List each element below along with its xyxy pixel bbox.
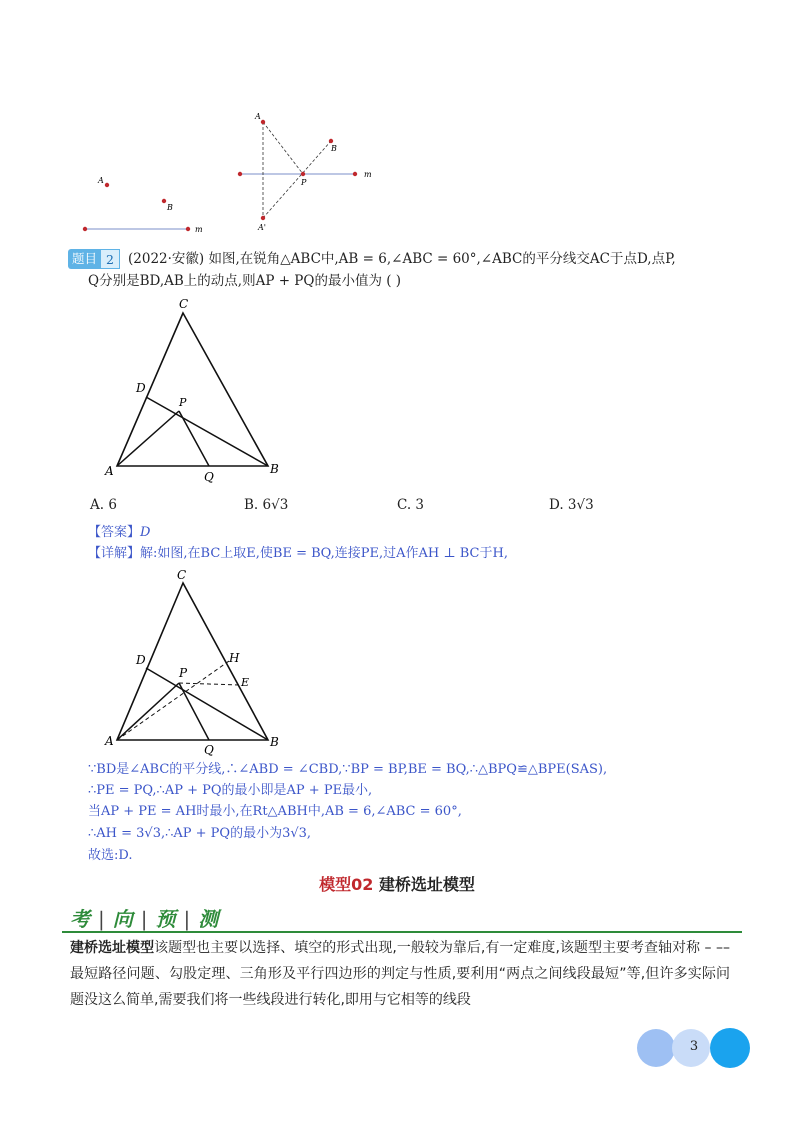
segment-a-p <box>263 122 303 174</box>
point-a <box>105 183 109 187</box>
label-e: E <box>241 676 250 689</box>
solution-line-4: ∴AH = 3√3,∴AP + PQ的最小为3√3, <box>88 826 312 841</box>
separator: | <box>98 907 107 931</box>
label-p: P <box>179 666 188 680</box>
forecast-char-4: 测 <box>198 907 221 931</box>
label-b: B <box>270 735 279 749</box>
line-m-end <box>186 227 190 231</box>
label-d: D <box>136 381 146 395</box>
section-name: 建桥选址模型 <box>373 875 475 894</box>
segment-p-q <box>179 411 209 466</box>
label-q: Q <box>204 743 214 757</box>
label-p: P <box>301 178 307 187</box>
label-m: m <box>364 170 372 179</box>
badge-label: 题目 <box>68 249 101 269</box>
paragraph-bold-term: 建桥选址模型 <box>70 940 155 956</box>
detail-text: 解:如图,在BC上取E,使BE = BQ,连接PE,过A作AH ⊥ BC于H, <box>140 546 508 561</box>
option-a[interactable]: A. 6 <box>90 497 117 513</box>
solution-line-5: 故选:D. <box>88 848 133 863</box>
page-number: 3 <box>689 1039 699 1054</box>
label-c: C <box>179 297 189 311</box>
option-c[interactable]: C. 3 <box>397 497 425 513</box>
question-line-2: Q分别是BD,AB上的动点,则AP + PQ的最小值为 ( ) <box>88 273 402 289</box>
line-m-start <box>238 172 242 176</box>
point-a <box>261 120 265 124</box>
segment-p-q <box>179 683 209 740</box>
label-a: A <box>105 734 114 748</box>
segment-p-e <box>179 683 239 685</box>
label-c: C <box>177 568 187 582</box>
figure-triangle-solution <box>100 565 300 760</box>
line-m-start <box>83 227 87 231</box>
label-a: A <box>105 464 114 478</box>
label-b: B <box>331 144 337 153</box>
figure-triangle <box>100 295 300 490</box>
line-m-end <box>353 172 357 176</box>
label-a1: A' <box>258 223 266 232</box>
section-title <box>0 872 794 895</box>
body-paragraph <box>70 935 730 1013</box>
label-h: H <box>229 651 240 665</box>
label-q: Q <box>204 470 214 484</box>
paragraph-text: 该题型也主要以选择、填空的形式出现,一般较为靠后,有一定难度,该题型主要考查轴对称 – –– 最短路径问题、勾股定理、三角形及平行四边形的判定与性质,要利用“两点之间线段最短”等,但许多实际问题没这么简单,需要我们将一些线段进行转化,即用与它相等的线段 <box>70 940 731 1008</box>
forecast-char-2: 向 <box>112 907 135 931</box>
point-b <box>329 139 333 143</box>
label-m: m <box>195 225 203 234</box>
solution-line-2: ∴PE = PQ,∴AP + PQ的最小即是AP + PE最小, <box>88 783 373 798</box>
answer-line <box>88 523 150 542</box>
question-line-1: (2022·安徽) 如图,在锐角△ABC中,AB = 6,∠ABC = 60°,∠ABC的平分线交AC于点D,点P, <box>128 251 676 267</box>
figure-reflection <box>228 108 388 233</box>
label-p: P <box>179 396 187 409</box>
label-d: D <box>136 653 146 667</box>
solution-line-3: 当AP + PE = AH时最小,在Rt△ABH中,AB = 6,∠ABC = 60°, <box>88 804 462 819</box>
badge-number: 2 <box>101 249 120 269</box>
answer-label: 【答案】 <box>88 525 141 540</box>
forecast-char-1: 考 <box>70 907 92 931</box>
point-b <box>162 199 166 203</box>
figure-points-line <box>70 165 220 240</box>
option-d[interactable]: D. 3√3 <box>549 497 594 513</box>
segment-a-p <box>117 683 179 740</box>
answer-value: D <box>140 525 151 540</box>
section-prefix: 模型02 <box>319 875 374 894</box>
label-a: A <box>255 112 261 121</box>
option-b[interactable]: B. 6√3 <box>244 497 289 513</box>
segment-d-b <box>146 668 268 740</box>
point-a1 <box>261 216 265 220</box>
forecast-heading <box>70 903 220 932</box>
separator: | <box>183 907 193 931</box>
separator: | <box>140 907 150 931</box>
solution-line-1: ∵BD是∠ABC的平分线,∴∠ABD = ∠CBD,∵BP = BP,BE = BQ,∴△BPQ≌△BPE(SAS), <box>88 762 608 777</box>
forecast-char-3: 预 <box>155 907 178 931</box>
segment-a-p <box>117 411 179 466</box>
page-decor-left <box>637 1029 675 1067</box>
label-a: A <box>98 176 104 185</box>
detail-line <box>88 544 508 563</box>
point-p <box>301 172 305 176</box>
detail-label: 【详解】 <box>88 546 141 561</box>
segment-a1-b <box>263 141 331 218</box>
heading-underline <box>62 931 742 933</box>
question-badge <box>68 249 124 269</box>
label-b: B <box>270 462 279 476</box>
label-b: B <box>167 203 173 212</box>
page-decor-right <box>710 1028 750 1068</box>
